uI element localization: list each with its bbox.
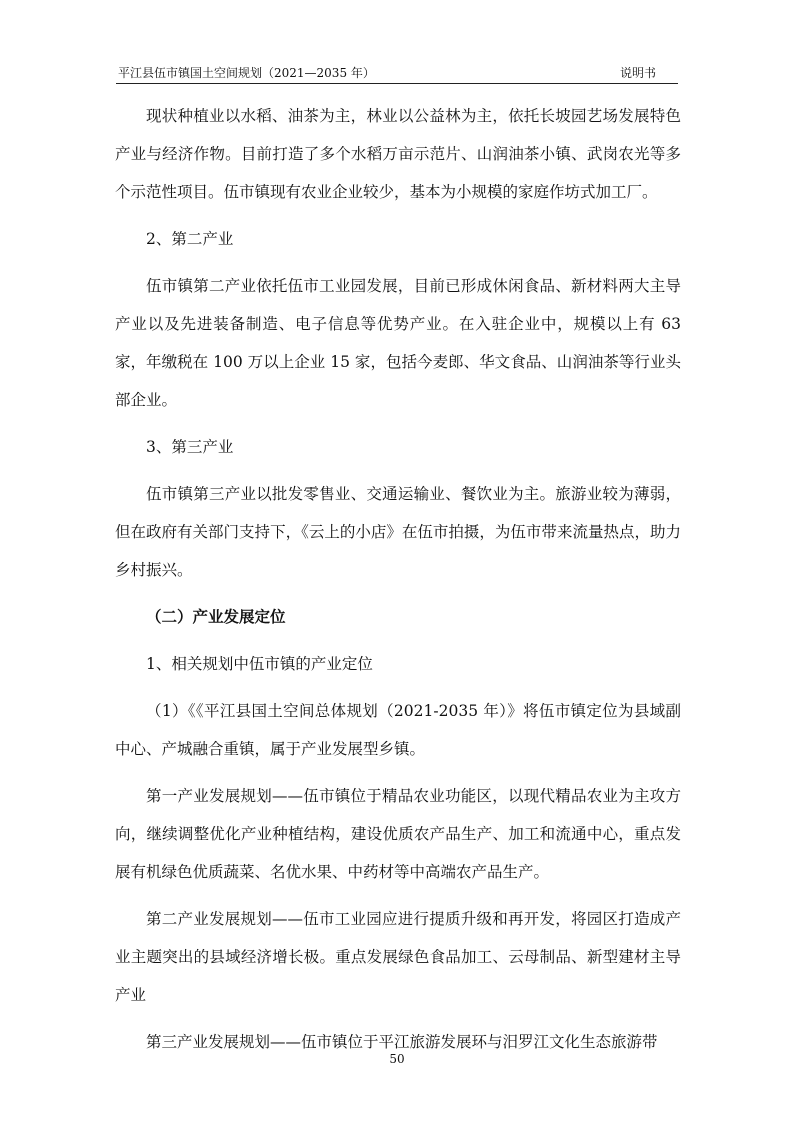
paragraph-tertiary-industry: 伍市镇第三产业以批发零售业、交通运输业、餐饮业为主。旅游业较为薄弱，但在政府有关部门支持下，《云上的小店》在伍市拍摄，为伍市带来流量热点，助力乡村振兴。 [115, 485, 681, 579]
document-body [115, 97, 681, 1061]
paragraph-county-plan-positioning: （1）《《平江县国土空间总体规划（2021-2035 年）》将伍市镇定位为县域副中心、产城融合重镇，属于产业发展型乡镇。 [115, 702, 681, 758]
paragraph-secondary-industry-plan: 第二产业发展规划——伍市工业园应进行提质升级和再开发，将园区打造成产业主题突出的县域经济增长极。重点发展绿色食品加工、云母制品、新型建材主导产业 [115, 910, 681, 1004]
header-document-title: 平江县伍市镇国土空间规划（2021—2035 年） [118, 66, 375, 80]
paragraph-secondary-industry: 伍市镇第二产业依托伍市工业园发展，目前已形成休闲食品、新材料两大主导产业以及先进装备制造、电子信息等优势产业。在入驻企业中，规模以上有 63 家，年缴税在 100 万以上企业 15 家，包括今麦郎、华文食品、山润油茶等行业头部企业。 [115, 277, 681, 409]
paragraph-primary-industry-status: 现状种植业以水稻、油茶为主，林业以公益林为主，依托长坡园艺场发展特色产业与经济作物。目前打造了多个水稻万亩示范片、山润油茶小镇、武岗农光等多个示范性项目。伍市镇现有农业企业较少，基本为小规模的家庭作坊式加工厂。 [115, 107, 681, 201]
section-heading-industry-positioning: （二）产业发展定位 [146, 608, 286, 626]
paragraph-tertiary-industry-plan: 第三产业发展规划——伍市镇位于平江旅游发展环与汨罗江文化生态旅游带 [146, 1033, 658, 1051]
page-number: 50 [389, 1052, 405, 1066]
heading-secondary-industry: 2、第二产业 [146, 230, 234, 248]
paragraph-primary-industry-plan: 第一产业发展规划——伍市镇位于精品农业功能区，以现代精品农业为主攻方向，继续调整优化产业种植结构，建设优质农产品生产、加工和流通中心，重点发展有机绿色优质蔬菜、名优水果、中药材等中高端农产品生产。 [115, 787, 681, 881]
page-header [116, 63, 678, 84]
heading-tertiary-industry: 3、第三产业 [146, 438, 234, 456]
header-section-label: 说明书 [619, 66, 656, 80]
heading-related-planning: 1、相关规划中伍市镇的产业定位 [146, 655, 373, 673]
